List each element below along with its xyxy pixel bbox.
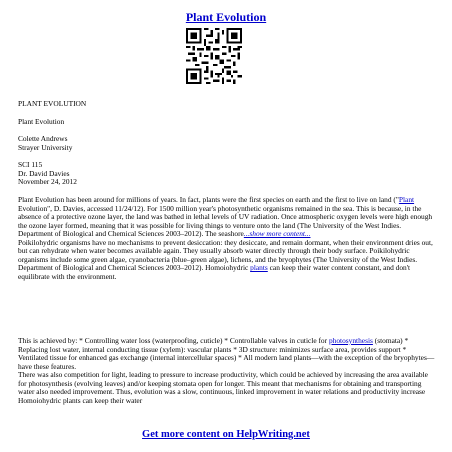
essay-subtitle: Plant Evolution bbox=[18, 117, 65, 126]
paragraph-3 bbox=[18, 337, 436, 371]
instructor-name: Dr. David Davies bbox=[18, 168, 70, 178]
plants-link[interactable]: plants bbox=[250, 263, 268, 273]
paragraph-4: There was also competition for light, leading to pressure to increase productivity, which could be achieved by increasing the area available for photosynthesis (evolving leaves) and/or keeping stomata open for longer. This meant that mechanisms for obtaining and transporting water also needed improvement. Thus, evolution was a slow, continuous, linked improvement in water relations and productivity increase Homoiohydric plants can keep their water bbox=[18, 370, 428, 405]
plant-link[interactable]: Plant bbox=[398, 195, 415, 204]
paragraph-1-text-a: Plant Evolution has been around for millions of years. In fact, plants were the first species on earth and the first to live on land (" bbox=[18, 195, 399, 204]
paragraph-1 bbox=[18, 196, 436, 239]
paragraph-2-text-a: Poikilohydric organisms have no mechanisms to prevent desiccation: they desiccate, and remain dormant, when their environment dries out, but can rehydrate when water becomes available again. They usually absorb water directly through their body surface. Poikilohydric organisms include some green algae, cyanobacteria (blue–green algae), lichens, and the bryophytes (The University of the West Indies. Department of Biological and Chemical Sciences 2003–2012). Homoiohydric bbox=[18, 237, 433, 273]
body-text-lower bbox=[18, 337, 436, 405]
show-more-link[interactable]: ...show more content... bbox=[243, 229, 311, 239]
photosynthesis-link[interactable]: photosynthesis bbox=[328, 336, 373, 345]
school-name: Strayer University bbox=[18, 142, 73, 152]
helpwriting-link[interactable]: Get more content on HelpWriting.net bbox=[142, 429, 310, 440]
essay-heading: PLANT EVOLUTION bbox=[18, 99, 87, 108]
qr-code-icon bbox=[186, 28, 242, 84]
course-code: SCI 115 bbox=[18, 160, 43, 169]
title-link[interactable]: Plant Evolution bbox=[185, 10, 267, 24]
paragraph-1-text-b: Evolution", D. Davies, accessed 11/24/12). For 1500 million year's photosynthetic organisms remained in the sea. This is because, in the absence of a protective ozone layer, the land was bathed in lethal levels of UV radiation. Once atmospheric oxygen levels were high enough the ozone layer formed, meaning that it was possible for living things to venture onto the land (The University of the West Indies. Department of Biological and Chemical Sciences 2003–2012). The seashore bbox=[18, 203, 433, 239]
essay-date: November 24, 2012 bbox=[18, 177, 77, 187]
body-text-upper bbox=[18, 196, 436, 281]
paragraph-2-text-b: can keep their water content constant, and don't equilibrate with the environment. bbox=[18, 263, 411, 281]
paragraph-3-text-b: (stomata) * Replacing lost water, internal conducting tissue (xylem): vascular plants * 3D structure: minimizes surface area, provides support * Ventilated tissue for enhanced gas exchange (internal intercellular spaces) * All modern land plants—with the exception of the bryophytes—have these features. bbox=[18, 336, 435, 371]
author-name: Colette Andrews bbox=[18, 134, 68, 143]
paragraph-3-text-a: This is achieved by: * Controlling water loss (waterproofing, cuticle) * Controllable valves in cuticle for bbox=[18, 336, 329, 345]
paragraph-2 bbox=[18, 239, 436, 282]
